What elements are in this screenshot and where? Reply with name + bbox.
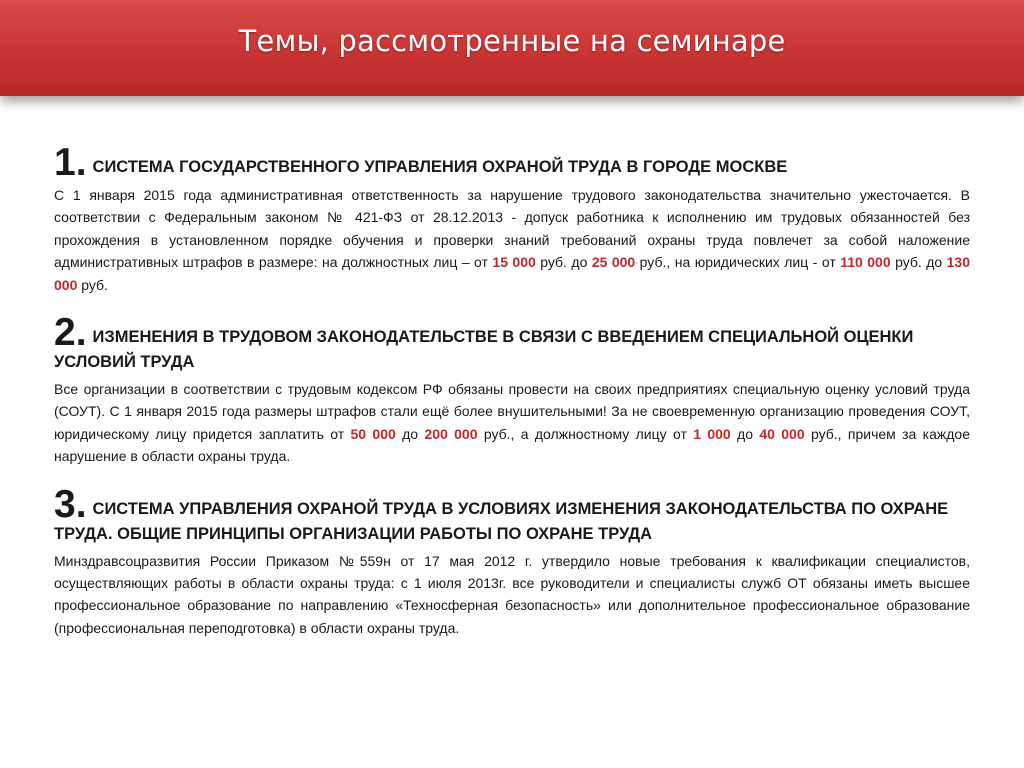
section-1-body bbox=[54, 184, 970, 296]
slide-header bbox=[0, 0, 1024, 96]
section-2-body bbox=[54, 378, 970, 468]
section-3-number: 3. bbox=[54, 482, 87, 526]
section-3-heading bbox=[54, 482, 970, 546]
section-2-heading bbox=[54, 311, 970, 374]
section-3 bbox=[54, 482, 970, 640]
fine-amount: 40 000 bbox=[759, 425, 805, 442]
section-1 bbox=[54, 141, 970, 296]
slide-title: Темы, рассмотренные на семинаре bbox=[238, 24, 786, 58]
body-text-fragment: руб., на юридических лиц - от bbox=[635, 254, 841, 271]
fine-amount: 1 000 bbox=[693, 425, 731, 442]
section-3-body: Минздравсоцразвития России Приказом №559н от 17 мая 2012 г. утвердило новые требования к квалификации специалистов, осуществляющих работы в области охраны труда: с 1 июля 2013г. все руководители и специалисты служб ОТ обязаны иметь высшее профессиональное образование по направлению «Техносферная безопасность» или дополнительное профессиональное образование (профессиональная переподготовка) в области охраны труда. bbox=[54, 552, 970, 636]
fine-amount: 50 000 bbox=[350, 425, 396, 442]
body-text-fragment: до bbox=[395, 425, 425, 442]
fine-amount: 200 000 bbox=[424, 425, 478, 442]
body-text-fragment: руб., причем за каждое нарушение в области охраны труда. bbox=[54, 425, 970, 465]
body-text-fragment: руб., а должностному лицу от bbox=[477, 425, 694, 442]
section-2-heading-text: ИЗМЕНЕНИЯ В ТРУДОВОМ ЗАКОНОДАТЕЛЬСТВЕ В СВЯЗИ С ВВЕДЕНИЕМ СПЕЦИАЛЬНОЙ ОЦЕНКИ УСЛОВИЙ ТРУДА bbox=[54, 328, 914, 372]
section-2 bbox=[54, 311, 970, 468]
body-text-fragment: до bbox=[730, 425, 760, 442]
fine-amount: 110 000 bbox=[840, 254, 891, 271]
section-1-body-text: С 1 января 2015 года административная ответственность за нарушение трудового законодательства значительно ужесточается. В соответствии с Федеральным законом № 421-ФЗ от 28.12.2013 - допуск работника к исполнению им трудовых обязанностей без прохождения в установленном порядке обучения и проверки знаний требований охраны труда повлечет за собой наложение административных штрафов в размере: на должностных лиц – от bbox=[54, 187, 970, 271]
fine-amount: 130 000 bbox=[54, 254, 970, 293]
section-1-heading-text: СИСТЕМА ГОСУДАРСТВЕННОГО УПРАВЛЕНИЯ ОХРАНОЙ ТРУДА В ГОРОДЕ МОСКВЕ bbox=[92, 158, 788, 176]
body-text-fragment: руб. bbox=[77, 276, 108, 293]
section-1-number: 1. bbox=[54, 141, 87, 184]
section-1-heading bbox=[54, 141, 970, 184]
body-text-fragment: руб. до bbox=[890, 254, 947, 271]
section-2-number: 2. bbox=[54, 311, 87, 355]
fine-amount: 15 000 bbox=[492, 254, 536, 271]
body-text-fragment: руб. до bbox=[535, 254, 592, 271]
slide-content bbox=[54, 141, 970, 659]
section-3-heading-text: СИСТЕМА УПРАВЛЕНИЯ ОХРАНОЙ ТРУДА В УСЛОВИЯХ ИЗМЕНЕНИЯ ЗАКОНОДАТЕЛЬСТВА ПО ОХРАНЕ ТРУДА. ОБЩИЕ ПРИНЦИПЫ ОРГАНИЗАЦИИ РАБОТЫ ПО ОХРАНЕ ТРУДА bbox=[54, 499, 949, 543]
fine-amount: 25 000 bbox=[591, 254, 636, 271]
section-2-body-text: Все организации в соответствии с трудовым кодексом РФ обязаны провести на своих предприятиях специальную оценку условий труда (СОУТ). С 1 января 2015 года размеры штрафов стали ещё более внушительными! За не своевременную организацию проведения СОУТ, юридическому лицу придется заплатить от bbox=[54, 381, 970, 442]
